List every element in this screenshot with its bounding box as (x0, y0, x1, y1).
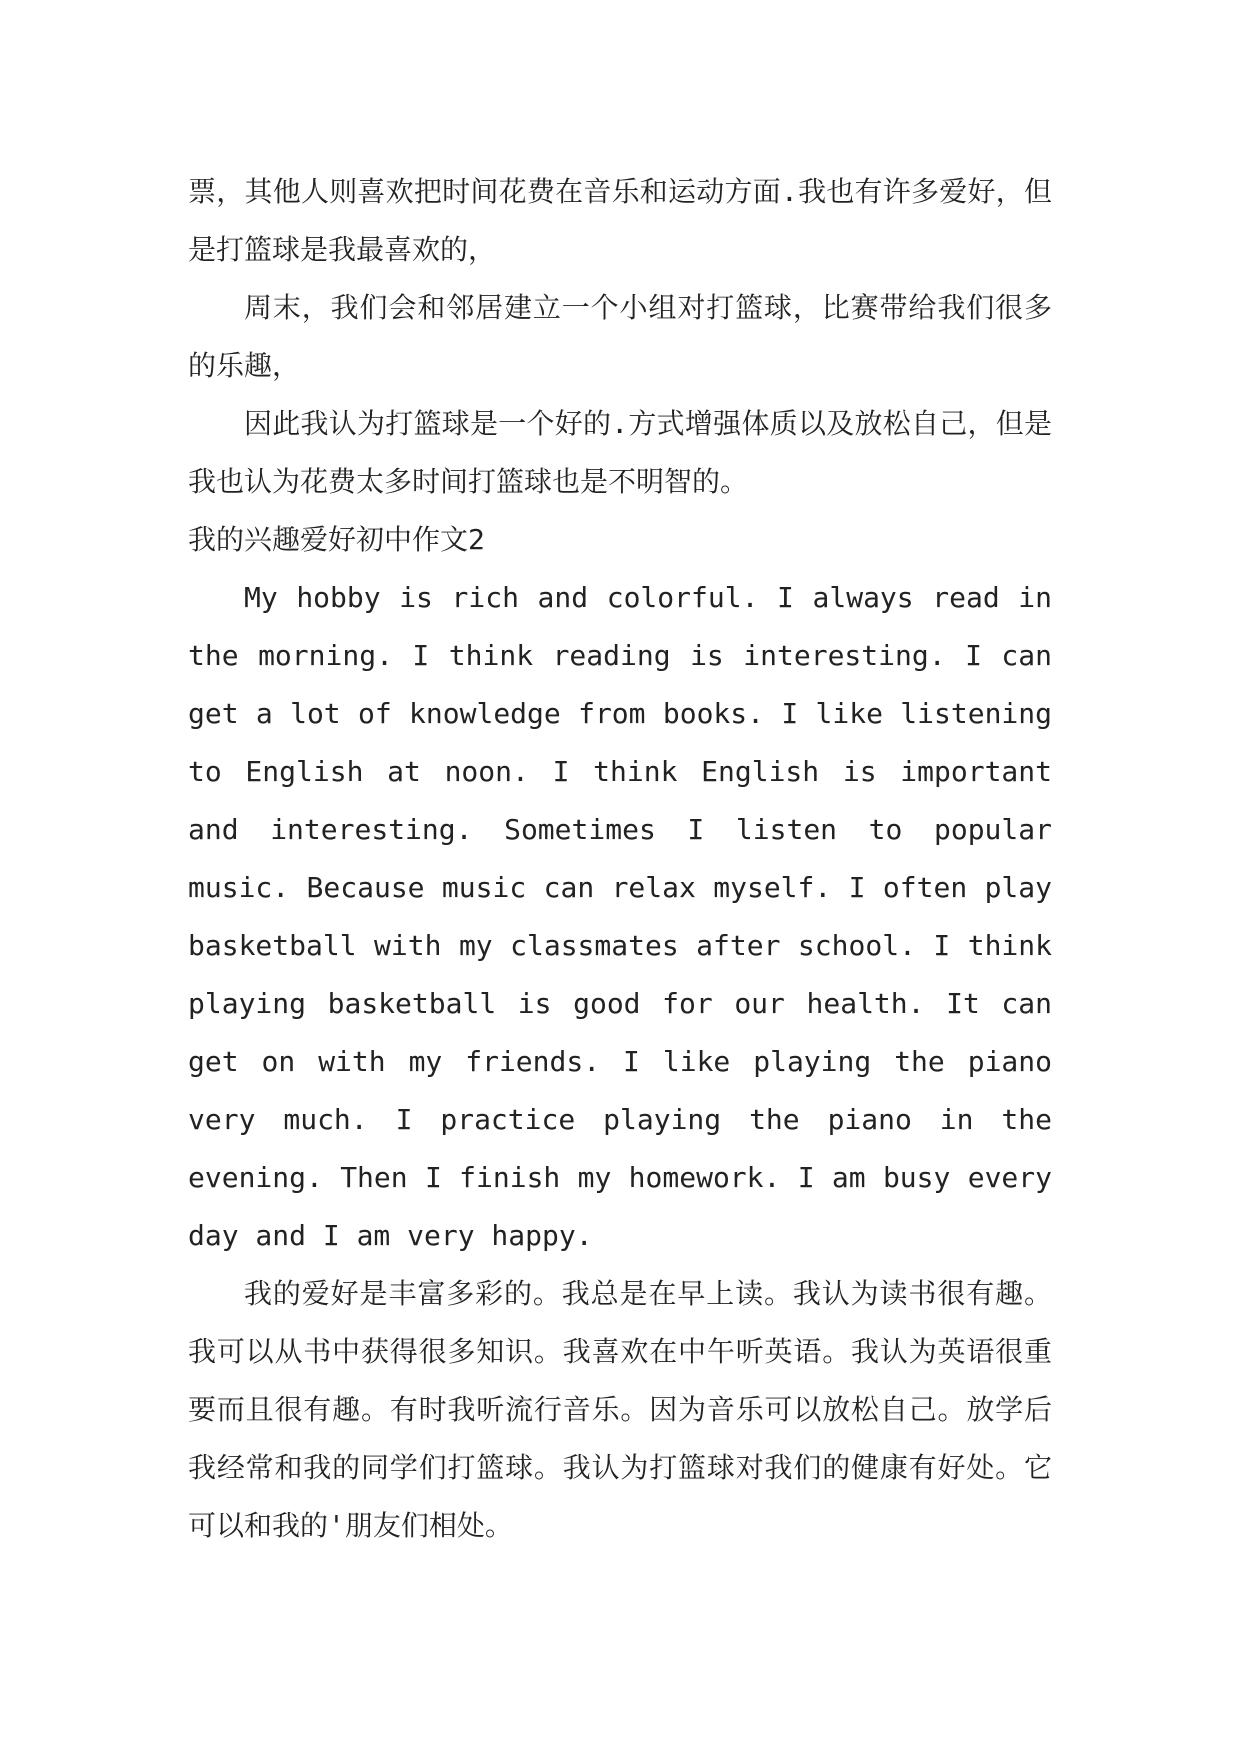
english-essay-paragraph: My hobby is rich and colorful. I always read in the morning. I think reading is interesting. I can get a lot of knowledge from books. I like listening to English at noon. I think English is important and interesting. Sometimes I listen to popular music. Because music can relax myself. I often play basketball with my classmates after school. I think playing basketball is good for our health. It can get on with my friends. I like playing the piano very much. I practice playing the piano in the evening. Then I finish my homework. I am busy every day and I am very happy. (188, 581, 1052, 1252)
paragraph-weekend: 周末，我们会和邻居建立一个小组对打篮球，比赛带给我们很多的乐趣， (188, 291, 1052, 382)
paragraph-conclusion: 因此我认为打篮球是一个好的.方式增强体质以及放松自己，但是我也认为花费太多时间打篮球也是不明智的。 (188, 407, 1052, 498)
chinese-translation-paragraph: 我的爱好是丰富多彩的。我总是在早上读。我认为读书很有趣。我可以从书中获得很多知识。我喜欢在中午听英语。我认为英语很重要而且很有趣。有时我听流行音乐。因为音乐可以放松自己。放学后我经常和我的同学们打篮球。我认为打篮球对我们的健康有好处。它可以和我的'朋友们相处。 (188, 1277, 1052, 1542)
document-body (188, 163, 1052, 1555)
paragraph-continuation: 票，其他人则喜欢把时间花费在音乐和运动方面.我也有许多爱好，但是打篮球是我最喜欢的， (188, 175, 1052, 266)
section-heading: 我的兴趣爱好初中作文2 (188, 523, 485, 556)
